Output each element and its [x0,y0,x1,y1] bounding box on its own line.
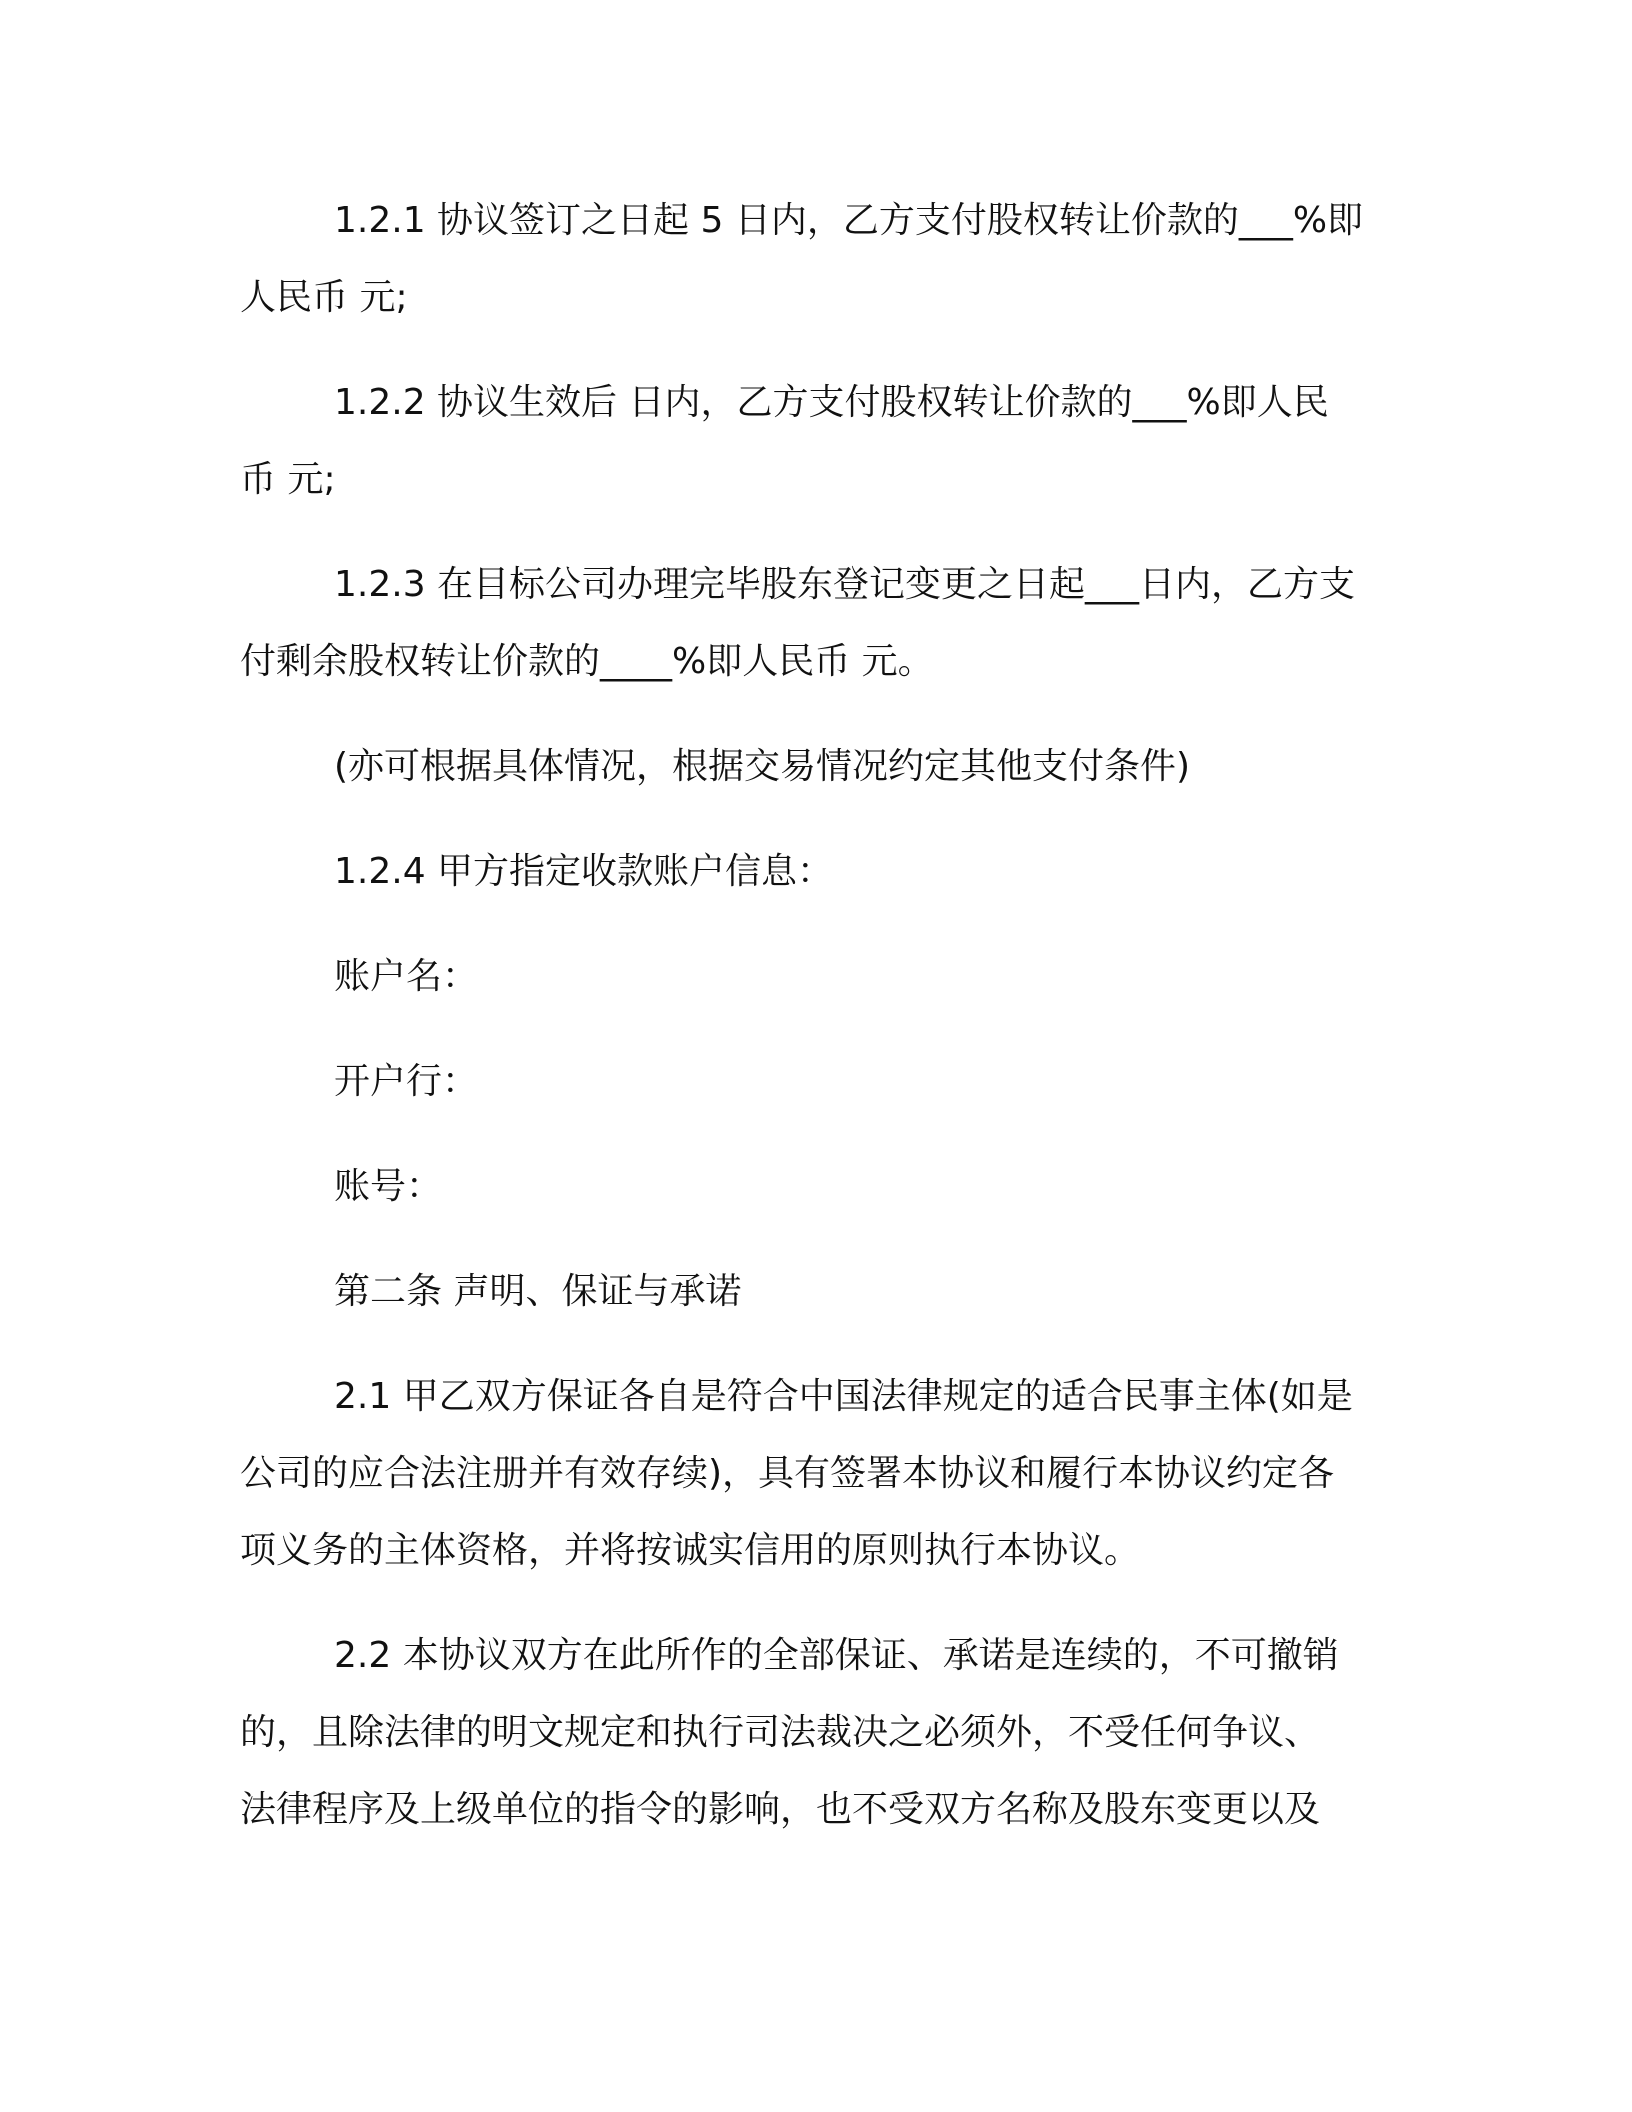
clause-2-1-line-2: 公司的应合法注册并有效存续)，具有签署本协议和履行本协议约定各 [240,1453,1335,1494]
clause-2-1 [240,1358,1390,1589]
clause-2-1-line-1: 2.1 甲乙双方保证各自是符合中国法律规定的适合民事主体(如是 [334,1376,1353,1417]
article-2-heading: 第二条 声明、保证与承诺 [334,1271,742,1312]
clause-2-2-line-3: 法律程序及上级单位的指令的影响，也不受双方名称及股东变更以及 [240,1789,1321,1830]
clause-2-1-line-3: 项义务的主体资格，并将按诚实信用的原则执行本协议。 [240,1530,1141,1571]
clause-1-2-1-line-2: 人民币 元; [240,277,408,318]
clause-1-2-3-line-2: 付剩余股权转让价款的____%即人民币 元。 [240,641,934,682]
clause-1-2-1-line-1: 1.2.1 协议签订之日起 5 日内，乙方支付股权转让价款的___%即 [334,200,1364,241]
clause-1-2-2-line-1: 1.2.2 协议生效后 日内，乙方支付股权转让价款的___%即人民 [334,382,1329,423]
clause-1-2-3-line-1: 1.2.3 在目标公司办理完毕股东登记变更之日起___日内，乙方支 [334,564,1356,605]
payment-note: (亦可根据具体情况，根据交易情况约定其他支付条件) [334,746,1191,787]
clause-1-2-1 [240,182,1390,336]
clause-2-2 [240,1617,1390,1848]
clause-2-2-line-1: 2.2 本协议双方在此所作的全部保证、承诺是连续的，不可撤销 [334,1635,1339,1676]
clause-1-2-4: 1.2.4 甲方指定收款账户信息： [334,851,834,892]
bank-label: 开户行： [334,1061,479,1102]
clause-1-2-2 [240,364,1390,518]
account-name-label: 账户名： [334,956,479,997]
clause-2-2-line-2: 的，且除法律的明文规定和执行司法裁决之必须外，不受任何争议、 [240,1712,1321,1753]
clause-1-2-2-line-2: 币 元; [240,459,336,500]
account-number-label: 账号： [334,1166,443,1207]
document-body [240,182,1390,1876]
clause-1-2-3 [240,546,1390,700]
